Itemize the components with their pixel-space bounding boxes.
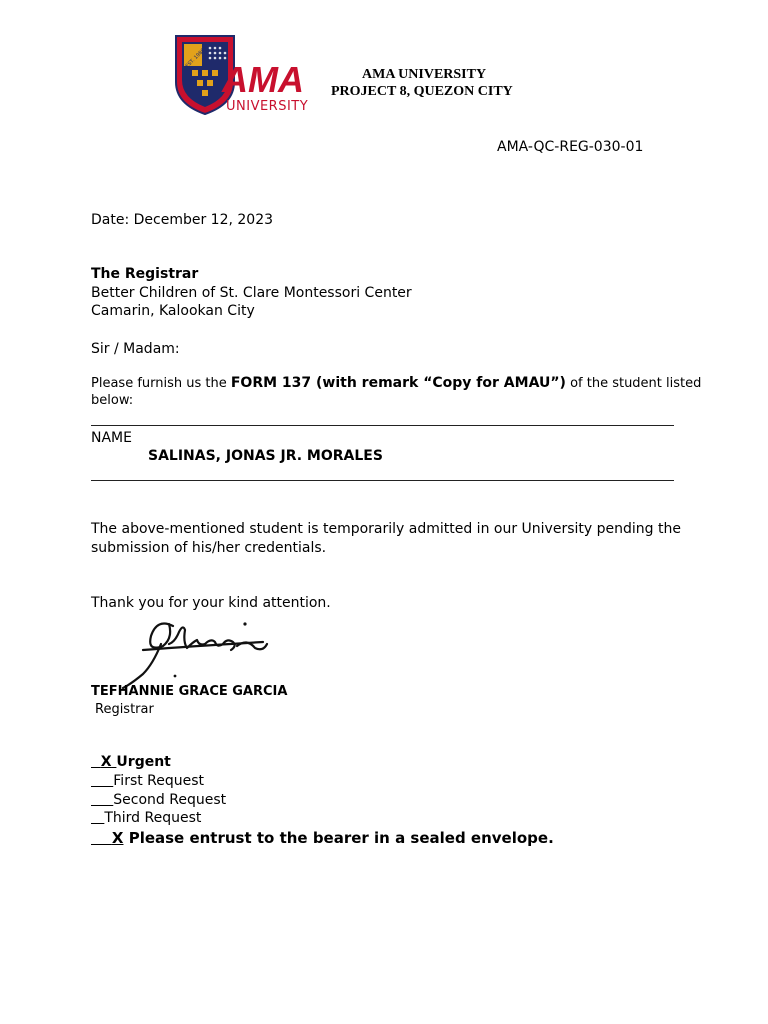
divider-bottom	[91, 480, 674, 481]
request-paragraph-line2: below:	[91, 393, 134, 408]
date-line: Date: December 12, 2023	[91, 212, 274, 228]
logo-university-text: UNIVERSITY	[226, 99, 309, 114]
entrust-checkbox: X	[111, 829, 124, 847]
signatory-name: TEFHANNIE GRACE GARCIA	[91, 684, 288, 699]
logo-seal-text: EST. 1980	[184, 47, 207, 70]
student-name: SALINAS, JONAS JR. MORALES	[148, 448, 383, 464]
request-suffix: of the student listed	[565, 376, 702, 391]
checklist-third	[91, 809, 201, 827]
divider-top	[91, 425, 674, 426]
checklist-first	[91, 772, 204, 790]
recipient-title: The Registrar	[91, 266, 199, 282]
request-prefix: Please furnish us the	[91, 376, 231, 391]
entrust-label: Please entrust to the bearer in a sealed envelope.	[128, 829, 554, 847]
checklist-entrust	[91, 829, 554, 847]
checklist-urgent	[91, 753, 171, 771]
third-request-label: Third Request	[104, 810, 202, 826]
first-request-label: First Request	[113, 773, 205, 789]
recipient-school: Better Children of St. Clare Montessori Center	[91, 285, 412, 301]
logo-ama-text: AMA	[222, 59, 304, 100]
student-name-label: NAME	[91, 430, 132, 446]
recipient-location: Camarin, Kalookan City	[91, 303, 255, 319]
second-request-checkbox	[91, 792, 113, 808]
checklist-second	[91, 791, 226, 809]
body-line-2: submission of his/her credentials.	[91, 540, 327, 556]
university-address: PROJECT 8, QUEZON CITY	[331, 84, 513, 99]
body-line-1: The above-mentioned student is temporarily admitted in our University pending the	[91, 521, 681, 537]
document-code: AMA-QC-REG-030-01	[497, 139, 644, 155]
urgent-label: Urgent	[116, 754, 171, 770]
urgent-checkbox: X	[100, 754, 112, 770]
request-paragraph	[91, 374, 701, 393]
ama-university-logo	[170, 30, 322, 118]
third-request-checkbox	[91, 810, 104, 826]
registrar-signature	[113, 612, 273, 692]
university-name: AMA UNIVERSITY	[362, 67, 487, 82]
second-request-label: Second Request	[113, 792, 227, 808]
signatory-title: Registrar	[95, 702, 154, 717]
request-form-name: FORM 137 (with remark “Copy for AMAU”)	[230, 375, 566, 391]
closing-line: Thank you for your kind attention.	[91, 595, 331, 611]
salutation: Sir / Madam:	[91, 341, 180, 357]
first-request-checkbox	[91, 773, 113, 789]
